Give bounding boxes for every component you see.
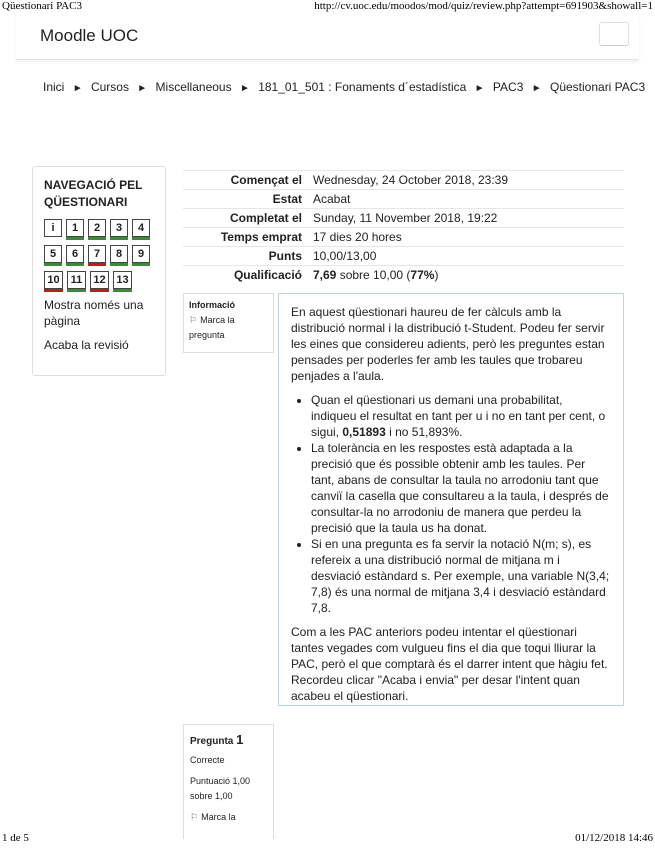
print-header [0,0,655,14]
breadcrumb-separator-icon: ► [531,83,542,94]
time-taken-label: Temps emprat [183,228,308,247]
bullet1-bold: 0,51893 [342,425,386,439]
grade-out-of: sobre 10,00 ( [339,268,411,283]
print-header-title: Qüestionari PAC3 [2,0,82,12]
state-label: Estat [183,190,308,209]
question-score: Puntuació 1,00 sobre 1,00 [190,776,251,801]
flag-question-link[interactable] [189,313,268,343]
question-title [190,732,267,749]
quiz-nav-button-9[interactable]: 9 [132,245,150,263]
quiz-nav-button-8[interactable]: 8 [110,245,128,263]
print-footer [0,832,655,848]
breadcrumb-separator-icon: ► [137,83,148,94]
table-row [183,209,624,228]
quiz-navigation-block [32,166,166,376]
table-row [183,190,624,209]
attempt-summary-table [183,170,624,285]
breadcrumb-item-section[interactable]: PAC3 [492,80,524,94]
completed-value: Sunday, 11 November 2018, 19:22 [308,209,624,228]
table-row [183,266,624,285]
breadcrumb-separator-icon: ► [72,83,83,94]
started-value: Wednesday, 24 October 2018, 23:39 [308,171,624,190]
flag-question-link[interactable] [190,810,267,825]
table-row [183,171,624,190]
flag-icon: ⚐ [189,315,198,325]
points-label: Punts [183,247,308,266]
question-1-info-block [183,724,274,839]
print-header-url: http://cv.uoc.edu/moodos/mod/quiz/review.php?attempt=691903&showall=1 [314,0,653,12]
info-title: Informació [189,300,236,310]
quiz-nav-button-7[interactable]: 7 [88,245,106,263]
breadcrumb-item-category[interactable]: Miscellaneous [155,80,232,94]
site-brand[interactable]: Moodle UOC [40,26,139,45]
flag-question-label: Marca la [201,812,236,822]
grade-value-cell [308,266,624,285]
list-item [311,392,611,440]
finish-review-link[interactable]: Acaba la revisió [44,338,129,352]
points-value: 10,00/13,00 [308,247,624,266]
print-footer-page: 1 de 5 [2,832,29,844]
quiz-nav-button-6[interactable]: 6 [66,245,84,263]
intro-paragraph: En aquest qüestionari haureu de fer càlculs amb la distribució normal i la distribució t-Student. Podeu fer servir les eines que considereu adients, però les preguntes estan pensades per poderles fer amb les taules que trobareu penjades a l'aula. [291,305,605,383]
quiz-nav-button-4[interactable]: 4 [132,219,150,237]
completed-label: Completat el [183,209,308,228]
question-label: Pregunta [190,736,234,747]
breadcrumb-item-home[interactable]: Inici [43,80,65,94]
grade-label: Qualificació [183,266,308,285]
table-row [183,228,624,247]
grade-value: 7,69 [313,268,337,283]
quiz-nav-button-13[interactable]: 13 [113,271,132,289]
quiz-nav-button-12[interactable]: 12 [90,271,109,289]
closing-paragraph: Com a les PAC anteriors podeu intentar el qüestionari tantes vegades com vulgueu fins el dia que toqui lliurar la PAC, però el que comptarà és el darrer intent que hàgiu fet. Recordeu clicar "Acaba i envia" per desar l'intent quan acabeu el qüestionari. [291,625,608,703]
breadcrumb [43,80,645,94]
flag-icon: ⚐ [190,812,199,822]
quiz-nav-button-2[interactable]: 2 [88,219,106,237]
quiz-nav-button-info[interactable]: i [44,219,62,237]
info-content [278,293,624,706]
list-item: • La tolerància en les respostes està adaptada a la precisió que és possible obtenir amb les taules. Per tant, abans de consultar la taula no arrodoniu tant que canviï la casella que consultareu a la taula, i després de consultar-la no arrodoniu de manera que perdeu la precisió que la taula us ha donat. [311,440,611,536]
quiz-nav-button-5[interactable]: 5 [44,245,62,263]
nav-toggle-button[interactable] [599,22,629,46]
info-question-block [183,293,274,353]
instructions-list [311,392,611,616]
bullet1-text: Quan el qüestionari us demani una probabilitat, indiqueu el resultat en tant per u i no en tant per cent, o sigui, [311,393,606,439]
question-status: Correcte [190,755,225,765]
grade-percent: 77% [410,268,435,283]
quiz-nav-button-10[interactable]: 10 [44,271,63,289]
breadcrumb-item-quiz[interactable]: Qüestionari PAC3 [549,80,646,94]
breadcrumb-separator-icon: ► [474,83,485,94]
breadcrumb-separator-icon: ► [239,83,250,94]
time-taken-value: 17 dies 20 hores [308,228,624,247]
quiz-navigation-buttons [44,219,160,297]
flag-question-label: Marca la pregunta [189,315,235,340]
print-footer-datetime: 01/12/2018 14:46 [575,832,653,844]
show-one-page-link[interactable]: Mostra només una pàgina [44,298,144,328]
state-value: Acabat [308,190,624,209]
grade-close: ) [434,268,439,283]
quiz-nav-button-1[interactable]: 1 [66,219,84,237]
quiz-nav-button-11[interactable]: 11 [67,271,86,289]
quiz-nav-button-3[interactable]: 3 [110,219,128,237]
breadcrumb-item-courses[interactable]: Cursos [90,80,129,94]
quiz-navigation-title: NAVEGACIÓ PEL QÜESTIONARI [44,178,143,209]
started-label: Començat el [183,171,308,190]
breadcrumb-item-course[interactable]: 181_01_501 : Fonaments d´estadística [258,80,467,94]
question-number: 1 [236,732,244,747]
navbar [16,14,639,60]
list-item: • Si en una pregunta es fa servir la notació N(m; s), es refereix a una distribució normal de mitjana m i desviació estàndard s. Per exemple, una variable N(3,4; 7,8) és una normal de mitjana 3,4 i desviació estàndard 7,8. [311,536,611,616]
bullet1-post: i no 51,893%. [385,425,463,439]
table-row [183,247,624,266]
